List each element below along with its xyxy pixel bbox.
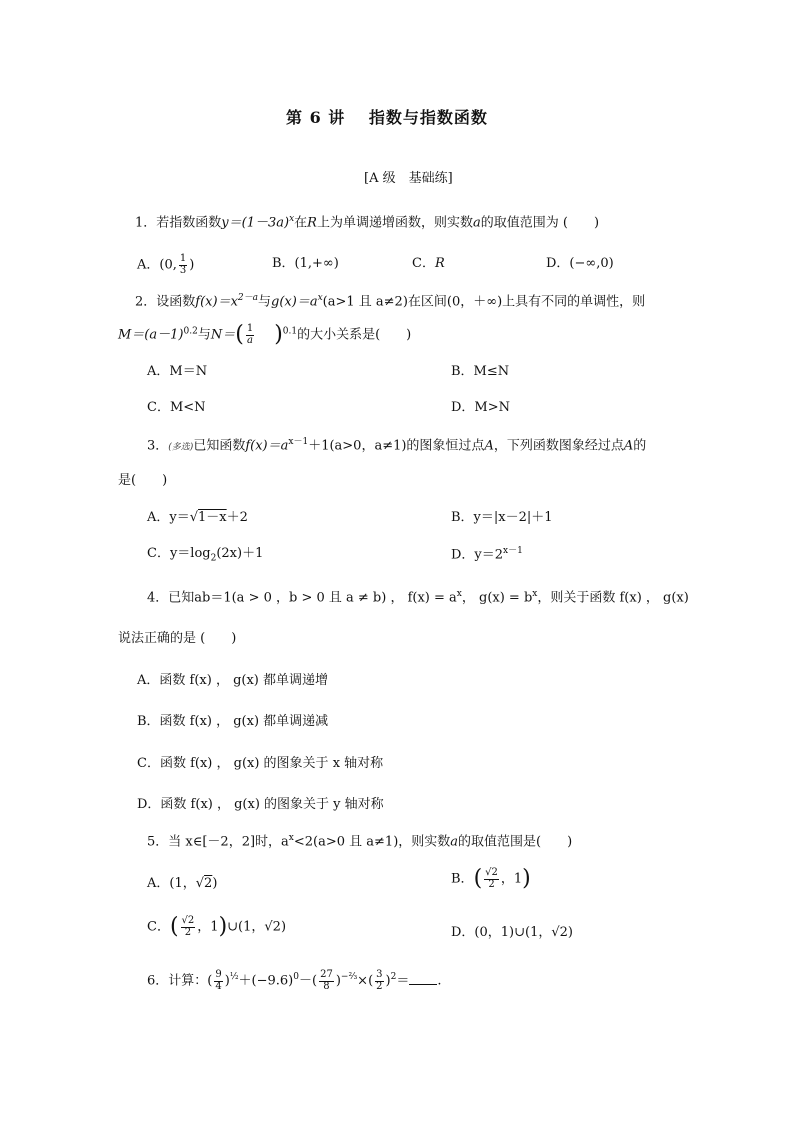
q1-opt-a-frac [179, 254, 187, 276]
q5-opt-b-rparen: ) [522, 866, 531, 891]
q6-t1-exp: ½ [229, 972, 239, 983]
question-3-line2: 是( ) [118, 473, 168, 488]
q6-answer-blank[interactable] [409, 984, 437, 985]
q6-t1-frac [214, 970, 222, 992]
q4-option-a[interactable]: A．函数 f(x) ， g(x) 都单调递增 [137, 673, 329, 688]
q5-opt-b-den: 2 [488, 878, 495, 890]
q5-stem-b: <2(a>0 且 a≠1)，则实数 [293, 834, 451, 850]
q5-opt-c-lparen: ( [169, 914, 179, 939]
q6-t2-exp: −⅔ [340, 972, 358, 983]
question-1-stem [135, 214, 599, 231]
q5-stem-exp: x [288, 833, 294, 843]
q5-opt-a-sqrt: √ [195, 876, 205, 891]
q6-t2-den: 8 [323, 980, 330, 992]
q6-t3-exp: 2 [390, 972, 397, 983]
q4-option-c[interactable]: C．函数 f(x) ， g(x) 的图象关于 x 轴对称 [137, 756, 384, 771]
q6-eq: ＝ [396, 973, 410, 989]
q5-opt-a-tail: ) [212, 876, 218, 891]
q1-R: R [307, 215, 317, 231]
q2-N-exp: 0.1 [282, 326, 298, 337]
q1-stem-b: 在 [294, 215, 308, 231]
q6-t3-frac [375, 970, 383, 992]
q6-end: . [437, 973, 442, 989]
q2-line1-b: 与 [258, 294, 272, 310]
q6-t2-lparen: ( [312, 973, 318, 989]
q1-func: y＝(1－3a) [221, 215, 290, 231]
q2-left-paren: ( [235, 322, 244, 347]
q5-opt-b-frac [484, 868, 499, 890]
q2-option-a[interactable]: A．M＝N [147, 364, 208, 379]
q4-line1: 4．已知ab＝1(a > 0 ，b > 0 且 a ≠ b) ， f(x) = a [147, 590, 457, 606]
q2-line2-c: 的大小关系是( ) [297, 327, 412, 343]
q1-a: a [472, 215, 481, 231]
q6-t1-rparen: ) [224, 973, 230, 989]
q5-opt-c-rparen: ) [218, 914, 228, 939]
q1-func-exp: x [289, 214, 295, 224]
q5-opt-c-tail: ∪(1，√2) [227, 919, 287, 935]
q3-opt-a-tail: ＋2 [226, 510, 248, 525]
q6-plus: ＋(−9.6) [238, 973, 294, 989]
q3-num: 3． [147, 438, 169, 454]
q2-N-num: 1 [246, 323, 254, 335]
q2-fx-exp: 2－a [237, 293, 258, 303]
q5-opt-b-lparen: ( [473, 866, 483, 891]
question-2-line1 [135, 293, 645, 310]
question-4-line1 [147, 589, 689, 606]
q3-multi-tag: (多选) [168, 442, 194, 453]
q3-stem-d: 的 [633, 438, 647, 454]
q5-option-b[interactable] [451, 866, 531, 892]
q6-minus: － [299, 973, 313, 989]
q3-opt-d-exp: x－1 [503, 546, 523, 556]
q3-f: f(x)＝a [245, 438, 289, 454]
q2-N-den: a [247, 334, 253, 346]
q1-option-a[interactable] [137, 254, 194, 276]
q5-option-a[interactable] [147, 876, 217, 892]
q5-option-d[interactable]: D．(0，1)∪(1，√2) [451, 925, 573, 940]
q1-stem-a: 1．若指数函数 [135, 215, 222, 231]
q3-opt-c-tail: (2x)＋1 [216, 546, 264, 561]
q6-times: × [357, 973, 369, 989]
q4-option-b[interactable]: B．函数 f(x) ， g(x) 都单调递减 [137, 714, 329, 729]
q3-opt-c-sub: 2 [210, 553, 217, 564]
q1-opt-a-label: A．(0, [137, 257, 177, 273]
q5-opt-b-label: B． [451, 871, 474, 887]
q5-opt-c-label: C． [147, 919, 170, 935]
q4-line1-c: ，则关于函数 f(x) ， g(x) [537, 590, 689, 606]
q6-t3-rparen: ) [385, 973, 391, 989]
q5-a: a [450, 834, 459, 850]
q3-option-d[interactable] [451, 546, 523, 563]
q6-t2-num: 27 [320, 969, 333, 980]
q2-line1-a: 2．设函数 [135, 294, 196, 310]
q2-fx: f(x)＝x [195, 294, 238, 310]
q1-option-d[interactable]: D．(−∞,0) [546, 256, 614, 271]
section-label: [A 级 基础练] [364, 171, 453, 186]
q6-t2-rparen: ) [335, 973, 341, 989]
q1-option-c[interactable] [412, 256, 445, 272]
q3-A: A [484, 438, 494, 454]
q3-stem-b: ＋1(a>0，a≠1)的图象恒过点 [308, 438, 485, 454]
q1-opt-a-tail: ) [189, 257, 195, 273]
q6-t1-lparen: ( [207, 973, 213, 989]
q2-gx-exp: x [317, 293, 323, 303]
q3-opt-d-label: D．y＝2 [451, 547, 504, 563]
q6-t3-den: 2 [376, 980, 383, 992]
q6-t1-den: 4 [215, 980, 222, 992]
q1-opt-c-label: C． [412, 256, 435, 271]
q2-right-paren: ) [274, 322, 283, 347]
q5-opt-b-tail: ，1 [500, 871, 523, 887]
q5-opt-b-num: √2 [485, 867, 498, 879]
q3-stem-c: ，下列函数图象经过点 [493, 438, 624, 454]
page-title: 第 6 讲 指数与指数函数 [286, 108, 488, 127]
q6-t3-lparen: ( [368, 973, 374, 989]
q1-stem-c: 上为单调递增函数，则实数 [316, 215, 473, 231]
q3-option-c[interactable] [147, 546, 263, 564]
q4-line1-b: ， g(x) = b [461, 590, 533, 606]
q5-opt-a-label: A．(1， [147, 876, 196, 891]
q1-opt-c-val: R [434, 256, 445, 271]
q6-t3-num: 3 [376, 969, 383, 980]
q5-stem-c: 的取值范围是( ) [458, 834, 573, 850]
q2-line1-c: (a>1 且 a≠2)在区间(0，＋∞)上具有不同的单调性，则 [322, 294, 646, 310]
q6-t1-num: 9 [215, 969, 222, 980]
q2-option-b[interactable]: B．M≤N [451, 364, 510, 379]
q2-line2-b: 与 [197, 327, 211, 343]
q4-option-d[interactable]: D．函数 f(x) ， g(x) 的图象关于 y 轴对称 [137, 797, 384, 812]
q3-opt-a-sqrt: √ [189, 510, 199, 525]
q3-opt-a-label: A．y＝ [147, 510, 190, 525]
q2-M-exp: 0.2 [183, 326, 198, 337]
q3-stem-a: 已知函数 [193, 438, 246, 454]
question-6-stem [147, 970, 442, 992]
q5-opt-c-mid: ，1 [197, 919, 219, 935]
q5-opt-c-den: 2 [184, 926, 192, 938]
q3-A2: A [623, 438, 634, 454]
q5-opt-c-frac [181, 916, 196, 938]
question-5-stem [147, 833, 572, 850]
q1-opt-a-den: 3 [179, 264, 187, 276]
q4-line1-exp: x [456, 589, 462, 599]
q3-option-a[interactable] [147, 510, 248, 526]
q3-option-b[interactable]: B．y＝|x－2|＋1 [451, 510, 553, 525]
q2-N-frac [246, 324, 254, 346]
q2-option-c[interactable]: C．M<N [147, 400, 206, 415]
q1-opt-a-num: 1 [179, 253, 187, 264]
q1-stem-d: 的取值范围为 ( ) [480, 215, 600, 231]
q2-option-d[interactable]: D．M>N [451, 400, 511, 415]
question-4-line2: 说法正确的是 ( ) [118, 631, 237, 646]
q6-t2-frac [319, 970, 334, 992]
q4-line1-exp2: x [532, 589, 538, 599]
q2-gx: g(x)＝a [271, 294, 318, 310]
q6-label: 6．计算： [147, 973, 208, 989]
q5-opt-a-rad: 2 [204, 876, 213, 891]
q5-opt-c-num: √2 [181, 915, 195, 927]
q2-M: M＝(a－1) [118, 327, 184, 343]
q2-N: N＝ [210, 327, 236, 343]
q6-zero: 0 [293, 972, 299, 983]
q3-f-exp: x－1 [288, 437, 309, 447]
q1-option-b[interactable]: B．(1,+∞) [272, 256, 339, 271]
q5-stem-a: 5．当 x∈[－2，2]时，a [147, 834, 289, 850]
q5-option-c[interactable] [147, 914, 286, 940]
q3-opt-a-rad: 1－x [198, 510, 227, 525]
question-2-line2 [118, 322, 411, 348]
question-3-line1 [147, 437, 646, 454]
q3-opt-c-label: C．y＝log [147, 546, 211, 561]
